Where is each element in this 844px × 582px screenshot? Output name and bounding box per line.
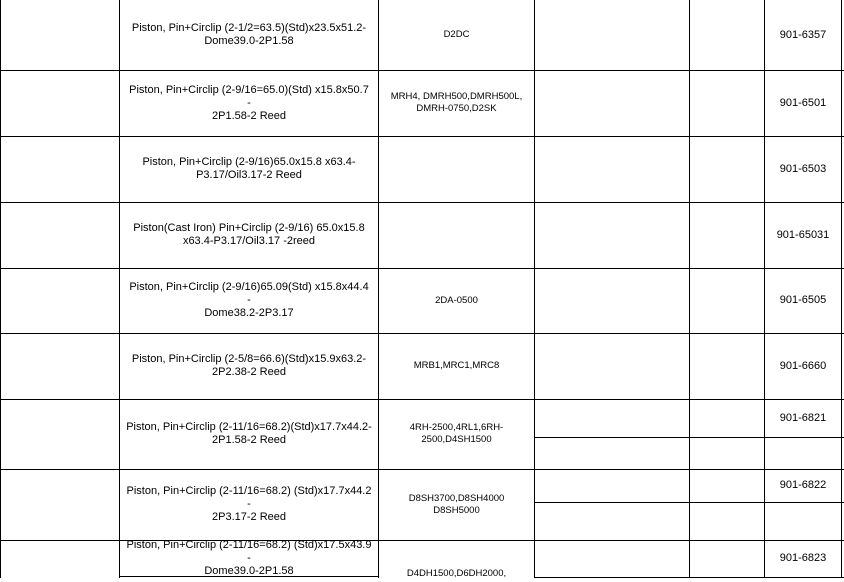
part-number-cell: 901-6357 xyxy=(779,28,827,41)
model-cell: MRB1,MRC1,MRC8 xyxy=(413,360,500,371)
model-cell: D4DH1500,D6DH2000, xyxy=(406,568,507,579)
model-cell: 2DA-0500 xyxy=(435,294,478,306)
part-number-cell: 901-6822 xyxy=(779,479,827,491)
description-cell: Piston, Pin+Circlip (2-1/2=63.5)(Std)x23.5x51.2- Dome39.0-2P1.58 xyxy=(131,22,367,47)
description-cell: Piston, Pin+Circlip (2-9/16)65.0x15.8 x63.4- P3.17/Oil3.17-2 Reed xyxy=(142,156,356,181)
model-cell: D2DC xyxy=(443,29,470,40)
description-cell: Piston, Pin+Circlip (2-11/16=68.2) (Std)x17.7x44.2 - 2P3.17-2 Reed xyxy=(126,485,372,523)
description-cell: Piston, Pin+Circlip (2-5/8=66.6)(Std)x15.9x63.2- 2P2.38-2 Reed xyxy=(131,353,367,378)
part-number-cell: 901-6505 xyxy=(779,294,827,306)
description-cell: Piston, Pin+Circlip (2-11/16=68.2)(Std)x17.7x44.2- 2P1.58-2 Reed xyxy=(126,421,372,446)
model-cell: D8SH3700,D8SH4000 D8SH5000 xyxy=(408,492,505,516)
model-cell: 4RH-2500,4RL1,6RH- 2500,D4SH1500 xyxy=(409,422,504,445)
model-cell xyxy=(379,136,534,202)
model-cell: MRH4, DMRH500,DMRH500L, DMRH-0750,D2SK xyxy=(390,91,523,114)
part-number-cell: 901-6503 xyxy=(779,162,827,175)
description-cell: Piston, Pin+Circlip (2-9/16=65.0)(Std) x15.8x50.7 - 2P1.58-2 Reed xyxy=(129,83,369,122)
part-number-cell: 901-65031 xyxy=(776,228,830,241)
model-cell xyxy=(379,202,534,268)
part-number-cell: 901-6501 xyxy=(779,96,827,109)
part-number-cell: 901-6821 xyxy=(779,411,827,424)
description-cell: Piston, Pin+Circlip (2-9/16)65.09(Std) x15.8x44.4 - Dome38.2-2P3.17 xyxy=(129,281,369,319)
part-number-cell: 901-6660 xyxy=(779,359,827,372)
description-cell: Piston(Cast Iron) Pin+Circlip (2-9/16) 65.0x15.8 x63.4-P3.17/Oil3.17 -2reed xyxy=(133,222,365,247)
description-cell: Piston, Pin+Circlip (2-11/16=68.2) (Std)x17.5x43.9 - Dome39.0-2P1.58 xyxy=(126,538,372,577)
part-number-cell: 901-6823 xyxy=(779,552,827,564)
